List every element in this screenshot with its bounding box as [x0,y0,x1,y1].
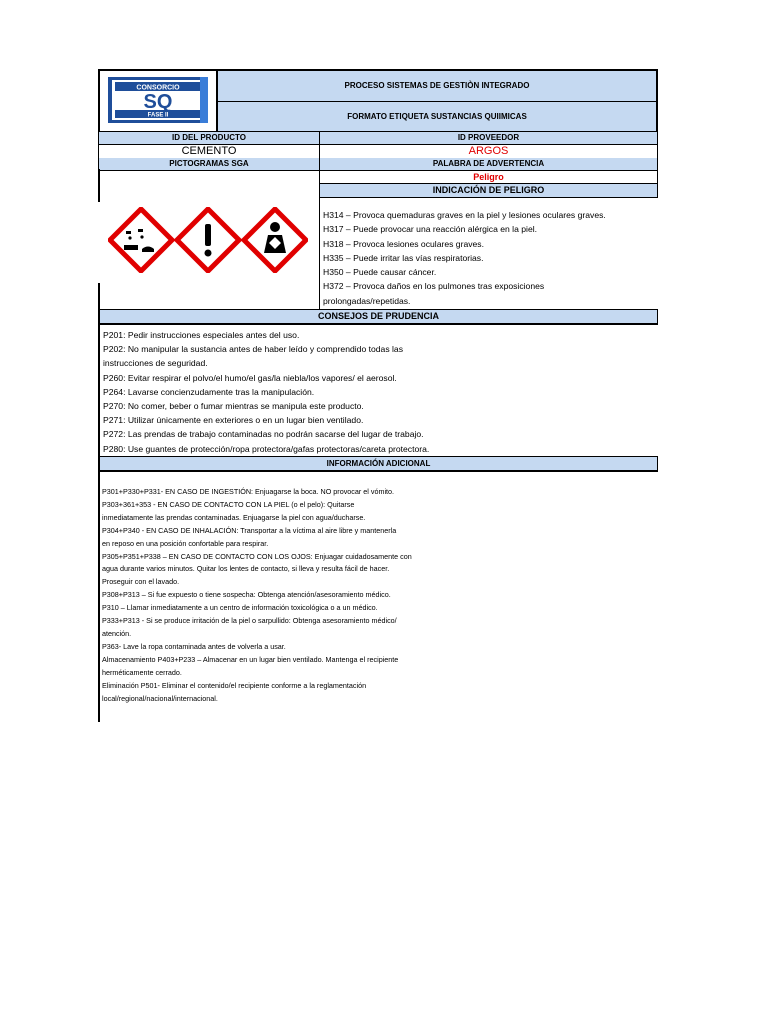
hazard-line: H335 – Puede irritar las vías respiratorias. [323,252,484,263]
hazard-line: H314 – Provoca quemaduras graves en la piel y lesiones oculares graves. [323,210,606,220]
sq-logo-icon [100,71,216,129]
info-line: P333+P313 - Si se produce irritación de la piel o sarpullido: Obtenga asesoramiento médico/ [102,616,397,626]
health-hazard-icon [244,209,306,271]
info-line: P301+P330+P331- EN CASO DE INGESTIÓN: Enjuagarse la boca. NO provocar el vómito. [102,487,395,496]
hazard-statements-label: INDICACIÓN DE PELIGRO [320,183,658,198]
info-line: P303+361+353 - EN CASO DE CONTACTO CON LA PIEL (o el pelo): Quitarse [102,499,355,509]
info-line: Eliminación P501- Eliminar el contenido/el recipiente conforme a la reglamentación [102,680,367,690]
logo-top-text: CONSORCIO [136,84,180,92]
precaution-line: P260: Evitar respirar el polvo/el humo/el gas/la niebla/los vapores/ el aerosol. [103,372,397,383]
additional-info [98,472,658,722]
info-line: atención. [102,628,132,638]
precaution-line: P201: Pedir instrucciones especiales antes del uso. [103,330,300,340]
company-logo [100,71,218,131]
label-header [98,69,658,132]
precaution-statements [98,325,658,456]
precaution-line: P271: Utilizar únicamente en exteriores o en un lugar bien ventilado. [103,415,364,426]
additional-info-label: INFORMACIÓN ADICIONAL [98,456,658,472]
info-line: Almacenamiento P403+P233 – Almacenar en un lugar bien ventilado. Mantenga el recipiente [102,654,399,664]
hazard-line: H350 – Puede causar cáncer. [323,267,437,278]
hazard-line: prolongadas/repetidas. [323,295,411,306]
safety-label-sheet [98,69,658,722]
warning-word-label: PALABRA DE ADVERTENCIA [320,158,657,171]
hazard-line: H372 – Provoca daños en los pulmones tras exposiciones [323,281,545,292]
precaution-label: CONSEJOS DE PRUDENCIA [98,309,658,325]
precaution-line: P264: Lavarse concienzudamente tras la manipulación. [103,386,315,397]
info-line: P305+P351+P338 – EN CASO DE CONTACTO CON LOS OJOS: Enjuagar cuidadosamente con [102,551,412,561]
precaution-line: P272: Las prendas de trabajo contaminadas no podrán sacarse del lugar de trabajo. [103,429,424,440]
info-line: P363- Lave la ropa contaminada antes de volverla a usar. [102,641,286,651]
logo-main-text: SQ [143,91,173,113]
hazard-line: H318 – Provoca lesiones oculares graves. [323,238,484,249]
precaution-line: P280: Use guantes de protección/ropa protectora/gafas protectoras/careta protectora. [103,443,430,454]
info-line: herméticamente cerrado. [102,667,182,677]
pictograms-label: PICTOGRAMAS SGA [99,158,320,171]
corrosion-icon [110,209,172,271]
hazard-statements [320,198,658,308]
info-line: agua durante varios minutos. Quitar los lentes de contacto, si lleva y resulta fácil de hacer. [102,564,390,574]
warning-word-value: Peligro [320,171,658,183]
precaution-line: instrucciones de seguridad. [103,358,208,369]
exclamation-icon [177,209,239,271]
supplier-id-label: ID PROVEEDOR [320,132,657,145]
document-title: PROCESO SISTEMAS DE GESTIÒN INTEGRADO [218,71,656,102]
supplier-id-value: ARGOS [468,145,509,157]
info-line: P310 – Llamar inmediatamente a un centro de información toxicológica o a un médico. [102,603,378,613]
logo-bottom-text: FASE II [147,112,169,119]
hazard-line: H317 – Puede provocar una reacción alérgica en la piel. [323,224,538,235]
product-id-label: ID DEL PRODUCTO [99,132,320,145]
document-subtitle: FORMATO ETIQUETA SUSTANCIAS QUIIMICAS [218,102,656,132]
info-line: Proseguir con el lavado. [102,577,180,587]
product-id-value: CEMENTO [99,145,320,158]
info-line: en reposo en una posición confortable para respirar. [102,538,269,548]
info-line: local/regional/nacional/internacional. [102,693,218,703]
precaution-line: P202: No manipular la sustancia antes de haber leído y comprendido todas las [103,344,404,355]
precaution-line: P270: No comer, beber o fumar mientras se manipula este producto. [103,401,364,412]
pictograms-area [98,171,320,309]
info-line: P308+P313 – Si fue expuesto o tiene sospecha: Obtenga atención/asesoramiento médico. [102,590,391,600]
info-line: P304+P340 - EN CASO DE INHALACIÓN: Transportar a la víctima al aire libre y mantenerla [102,525,397,535]
info-line: inmediatamente las prendas contaminadas. Enjuagarse la piel con agua/ducharse. [102,512,366,522]
